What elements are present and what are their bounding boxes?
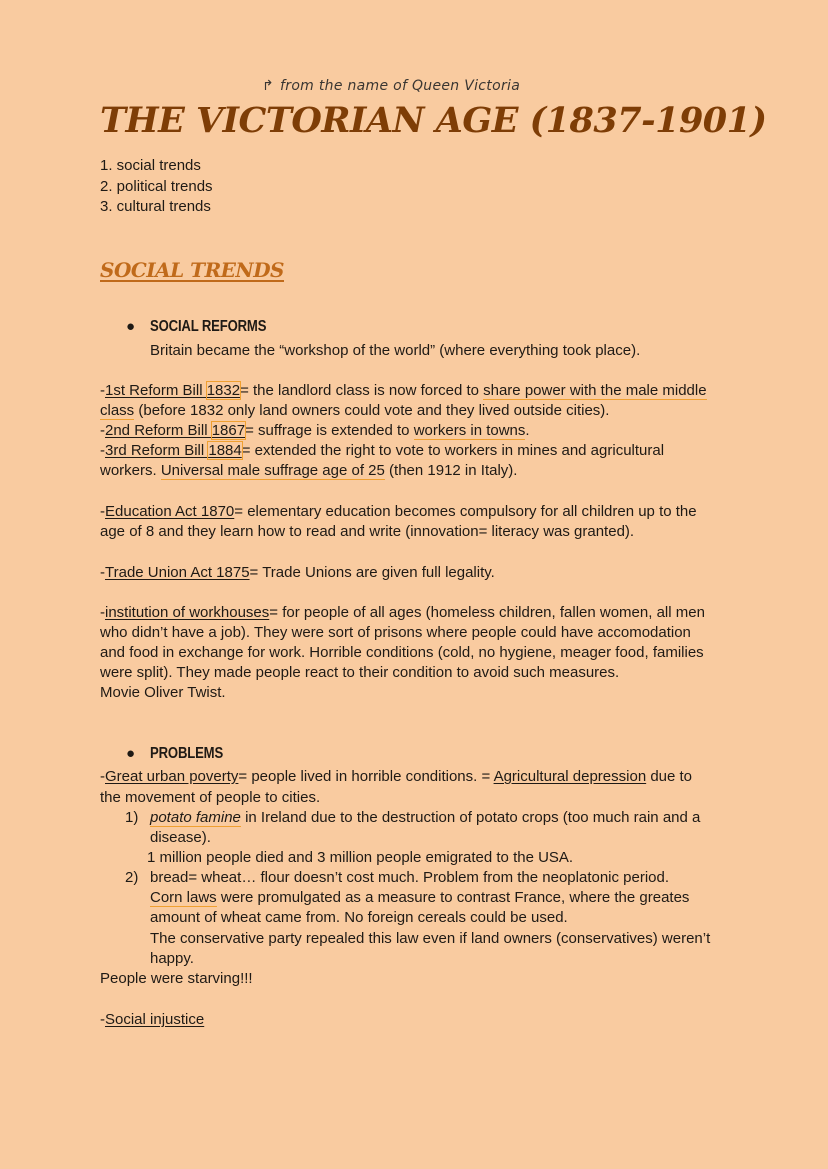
trade-union-act: -Trade Union Act 1875= Trade Unions are given full legality. <box>100 564 495 581</box>
toc-item: 3. cultural trends <box>100 198 211 215</box>
poverty-line1: -Great urban poverty= people lived in horrible conditions. = Agricultural depression due to <box>100 768 693 785</box>
starving-note: People were starving!!! <box>100 970 253 987</box>
workhouses-line: Movie Oliver Twist. <box>100 684 226 701</box>
bullet-dot-icon: ● <box>126 318 136 335</box>
section-title: SOCIAL TRENDS <box>100 258 284 282</box>
toc-item: 2. political trends <box>100 177 213 195</box>
table-of-contents <box>100 156 213 218</box>
bullet-dot-icon: ● <box>126 745 136 762</box>
potato-famine-line3: 1 million people died and 3 million people emigrated to the USA. <box>147 849 574 866</box>
education-act-line2: age of 8 and they learn how to read and write (innovation= literacy was granted). <box>100 523 635 540</box>
workhouses-line: and food in exchange for work. Horrible conditions (cold, no hygiene, meager food, families <box>100 644 704 661</box>
reform-1st-line2: class (before 1832 only land owners could vote and they lived outside cities). <box>100 402 610 419</box>
potato-famine-line1: potato famine in Ireland due to the destruction of potato crops (too much rain and a <box>150 809 701 826</box>
education-act-line1: -Education Act 1870= elementary education becomes compulsory for all children up to the <box>100 503 697 520</box>
reform-2nd: -2nd Reform Bill 1867= suffrage is extended to workers in towns. <box>100 422 530 439</box>
annotation-arrow-icon: ↱ <box>262 78 275 94</box>
social-injustice: -Social injustice <box>100 1011 205 1028</box>
corn-laws-line3: amount of wheat came from. No foreign cereals could be used. <box>150 909 568 926</box>
bullet-heading: SOCIAL REFORMS <box>150 318 267 335</box>
handwritten-annotation: ↱ from the name of Queen Victoria <box>262 78 521 94</box>
potato-famine-line2: disease). <box>150 829 211 846</box>
corn-laws-line4: The conservative party repealed this law even if land owners (conservatives) weren’t <box>150 930 711 947</box>
reform-3rd-line2: workers. Universal male suffrage age of 25 (then 1912 in Italy). <box>100 462 518 479</box>
corn-laws-line: Corn laws were promulgated as a measure to contrast France, where the greates <box>150 889 690 906</box>
page-title: THE VICTORIAN AGE (1837-1901) <box>100 100 767 141</box>
toc-item: 1. social trends <box>100 157 201 174</box>
poverty-line2: the movement of people to cities. <box>100 789 321 806</box>
reform-1st-line1: -1st Reform Bill 1832= the landlord class is now forced to share power with the male middle <box>100 382 707 399</box>
reform-3rd-line1: -3rd Reform Bill 1884= extended the right to vote to workers in mines and agricultural <box>100 442 665 459</box>
list-number: 1) <box>125 809 139 826</box>
list-number: 2) <box>125 869 139 886</box>
bread-line1: bread= wheat… flour doesn’t cost much. Problem from the neoplatonic period. <box>150 869 670 886</box>
workhouses-line: who didn’t have a job). They were sort of prisons where people could have accomodation <box>100 624 691 641</box>
corn-laws-line5: happy. <box>150 950 194 967</box>
reforms-intro: Britain became the “workshop of the world” (where everything took place). <box>150 342 641 359</box>
workhouses-line1: -institution of workhouses= for people of all ages (homeless children, fallen women, all men <box>100 604 705 621</box>
bullet-heading: PROBLEMS <box>150 745 224 762</box>
workhouses-line: were split). They made people react to their condition to avoid such measures. <box>100 664 620 681</box>
